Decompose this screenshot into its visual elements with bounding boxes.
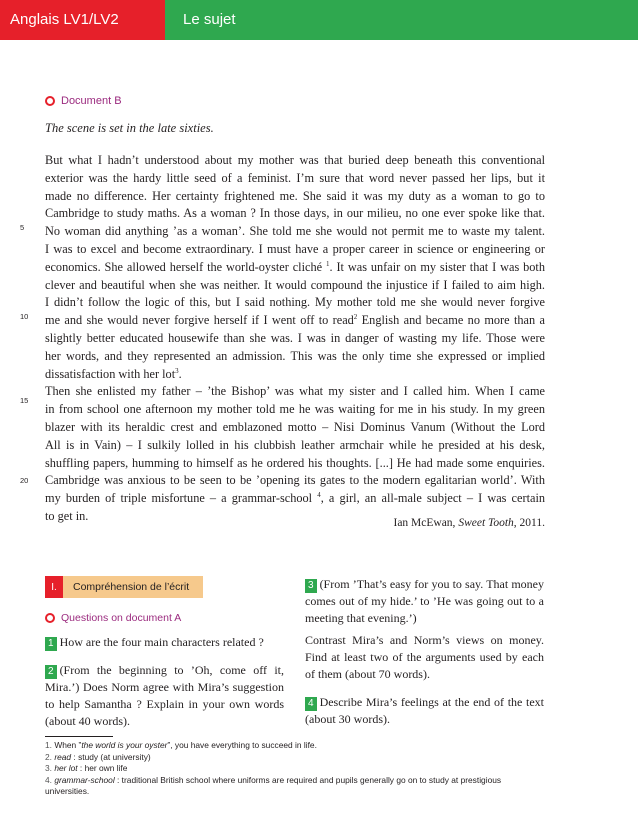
question-3-task: Contrast Mira’s and Norm’s views on money. Find at least two of the arguments used by each of them (about 70 words).: [305, 633, 544, 681]
text-line: I didn’t follow the logic of this, but I said nothing. My mother told me she would never forgive: [45, 295, 545, 310]
source-citation: Ian McEwan, Sweet Tooth, 2011.: [393, 517, 545, 529]
document-label-text: Document B: [61, 95, 122, 107]
text-line: Then she enlisted my father – ’the Bishop’ was what my sister and I called him. When I came: [45, 384, 545, 399]
footnote-ref: 3: [175, 366, 179, 375]
text-line: blazer with its heraldic crest and emblazoned motto – Nisi Dominus Vanum (Without the Lord: [45, 419, 545, 434]
text-line: All is in Vain) – I sulkily lolled in his clubbish leather armchair while he presided at his desk,: [45, 437, 545, 452]
question-3: 3 (From ’That’s easy for you to say. That money comes out of my hide.’ to ’He was going out to a meeting that evening.’): [305, 577, 544, 625]
text-line: economics. She allowed herself the world-oyster cliché $^1$. It was unfair on my sister that I was both: [45, 259, 545, 274]
text-line: slightly better educated housewife than she was. I was in danger of wasting my life. Those were: [45, 330, 545, 345]
text-line: But what I hadn’t understood about my mother was that buried deep beneath this conventional: [45, 153, 545, 167]
footnote: 4. grammar-school : traditional British school where uniforms are required and pupils generally go on to study at prestigious universities.: [45, 774, 502, 796]
text-line: me and she would never forgive herself if I went off to read$^2$ English and became no more than a: [45, 313, 545, 328]
footnote-divider: [45, 736, 113, 737]
ring-bullet-icon: [45, 613, 55, 623]
section-heading: [45, 576, 203, 598]
question-number: 4: [305, 697, 317, 711]
line-number: 5: [20, 223, 25, 232]
text-line: to get in.: [45, 508, 89, 523]
text-line: her words, and they represented an admission. This was the only time she expressed or implied: [45, 348, 545, 363]
text-line: No woman did anything ’as a woman’. She told me she would not permit me to waste my talent.: [45, 224, 545, 239]
scene-intro: The scene is set in the late sixties.: [45, 121, 214, 135]
subject-label: Anglais LV1/LV2: [0, 0, 165, 40]
text-line: Cambridge was anxious to be seen to be ’opening its gates to the modern egalitarian world’. With: [45, 473, 545, 488]
footnote-ref: 4: [317, 491, 321, 500]
text-line: dissatisfaction with her lot$^3$.: [45, 366, 182, 381]
footnote: 1. When ”the world is your oyster”, you have everything to succeed in life.: [45, 740, 317, 750]
question-number: 1: [45, 637, 57, 651]
text-line: made no difference. Her certainty frightened me. She said it was my duty as a woman to go to: [45, 188, 545, 203]
question-1: 1 How are the four main characters related ?: [45, 634, 284, 651]
document-text: [45, 152, 545, 526]
line-number: 15: [20, 396, 29, 405]
section-title: Compréhension de l’écrit: [73, 581, 190, 593]
question-number: 2: [45, 665, 57, 679]
text-line: my burden of triple misfortune – a grammar-school $^4$, a girl, an all-male subject – I was certain: [45, 491, 546, 506]
text-line: Cambridge to study maths. As a woman ? In those days, in our milieu, no one ever spoke like that.: [45, 206, 545, 221]
section-number: I.: [45, 576, 63, 598]
text-line: exterior was the hardy little seed of a feminist. I’m sure that word never passed her lips, but it: [45, 170, 545, 185]
footnotes: [45, 740, 545, 798]
question-2: 2 (From the beginning to ’Oh, come off it, Mira.’) Does Norm agree with Mira’s suggestion to help Samantha ? Explain in your own words (about 40 words).: [45, 663, 284, 728]
text-line: I was to excel and become extraordinary. I must have a proper career in science or engineering or: [45, 241, 545, 256]
text-line: in from school one afternoon my mother told me he was waiting for me in his study. In my green: [45, 402, 545, 417]
line-number: 10: [20, 312, 29, 321]
question-4: 4 Describe Mira’s feelings at the end of the text (about 30 words).: [305, 695, 544, 726]
page-header: [0, 0, 638, 40]
footnote: 3. her lot : her own life: [45, 763, 128, 773]
text-line: shuffling papers, humming to himself as he ordered his thoughts. [...] He had made some enquiries.: [45, 455, 545, 470]
footnote: 2. read : study (at university): [45, 751, 151, 762]
ring-bullet-icon: [45, 96, 55, 106]
document-label: [45, 95, 122, 107]
section-label: Le sujet: [165, 0, 638, 40]
footnote-ref: 2: [353, 313, 358, 322]
line-number: 20: [20, 476, 29, 485]
footnote-ref: 1: [325, 259, 330, 268]
text-line: clever and beautiful when she was neither. It would compound the injustice if I failed to aim high.: [45, 277, 545, 292]
question-number: 3: [305, 579, 317, 593]
questions-label: Questions on document A: [45, 612, 181, 624]
